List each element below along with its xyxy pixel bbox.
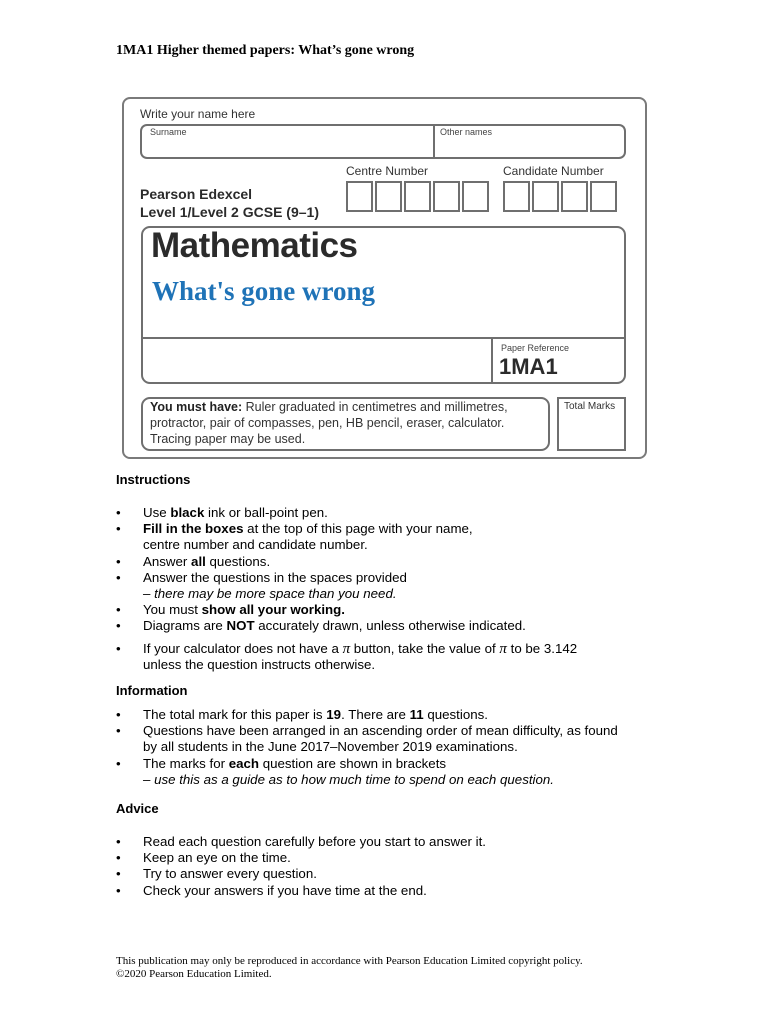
- paper-reference: 1MA1: [499, 354, 558, 379]
- centre-digit-box[interactable]: [375, 181, 402, 212]
- requirements-heading: You must have:: [150, 400, 243, 414]
- paper-subtitle: What's gone wrong: [152, 276, 376, 306]
- name-field-box[interactable]: [140, 124, 626, 159]
- list-item: • Answer all questions.: [116, 554, 676, 570]
- requirements-list: Ruler graduated in centimetres and millimetres, protractor, pair of compasses, pen, HB pencil, eraser, calculator. Tracing paper may be used.: [150, 400, 508, 446]
- list-item: • The marks for each question are shown in brackets – use this as a guide as to how much time to spend on each question.: [116, 756, 676, 788]
- list-item: • Keep an eye on the time.: [116, 850, 676, 866]
- centre-number-label: Centre Number: [346, 164, 429, 178]
- copyright-footer: [116, 955, 583, 981]
- list-item: • If your calculator does not have a π button, take the value of π to be 3.142 unless the question instructs otherwise.: [116, 641, 676, 673]
- board-name: Pearson Edexcel: [140, 186, 253, 202]
- copyright-year: ©2020 Pearson Education Limited.: [116, 968, 272, 980]
- list-item: • Read each question carefully before you start to answer it.: [116, 834, 676, 850]
- candidate-number-label: Candidate Number: [503, 164, 604, 178]
- name-divider: [433, 125, 435, 159]
- board-level: Level 1/Level 2 GCSE (9–1): [140, 204, 319, 220]
- subject-divider: [142, 337, 625, 339]
- information-heading: Information: [116, 683, 188, 698]
- paper-ref-divider: [491, 338, 493, 382]
- centre-digit-box[interactable]: [462, 181, 489, 212]
- information-list: [116, 707, 676, 788]
- copyright-line: This publication may only be reproduced in accordance with Pearson Education Limited copyright policy.: [116, 955, 583, 967]
- candidate-digit-box[interactable]: [561, 181, 588, 212]
- candidate-number-boxes[interactable]: [503, 181, 619, 212]
- centre-digit-box[interactable]: [346, 181, 373, 212]
- candidate-digit-box[interactable]: [590, 181, 617, 212]
- list-item: • The total mark for this paper is 19. There are 11 questions.: [116, 707, 676, 723]
- candidate-digit-box[interactable]: [532, 181, 559, 212]
- requirements-text: [150, 399, 545, 447]
- advice-list: [116, 834, 676, 899]
- instructions-list: [116, 505, 676, 673]
- surname-label: Surname: [150, 127, 187, 137]
- total-marks-label: Total Marks: [564, 401, 616, 412]
- instructions-heading: Instructions: [116, 472, 191, 487]
- paper-reference-label: Paper Reference: [501, 343, 570, 353]
- centre-digit-box[interactable]: [404, 181, 431, 212]
- centre-number-boxes[interactable]: [346, 181, 491, 212]
- candidate-digit-box[interactable]: [503, 181, 530, 212]
- list-item: • Check your answers if you have time at the end.: [116, 883, 676, 899]
- list-item: • Use black ink or ball-point pen.: [116, 505, 676, 521]
- advice-heading: Advice: [116, 801, 159, 816]
- list-item: • Diagrams are NOT accurately drawn, unless otherwise indicated.: [116, 618, 676, 634]
- list-item: • Try to answer every question.: [116, 866, 676, 882]
- exam-board: [140, 185, 319, 221]
- list-item: • Answer the questions in the spaces provided – there may be more space than you need.: [116, 570, 676, 602]
- document-header: 1MA1 Higher themed papers: What’s gone wrong: [116, 43, 415, 58]
- other-names-label: Other names: [440, 127, 493, 137]
- write-name-label: Write your name here: [140, 107, 256, 121]
- list-item: • Fill in the boxes at the top of this page with your name, centre number and candidate number.: [116, 521, 676, 553]
- list-item: • You must show all your working.: [116, 602, 676, 618]
- subject-title: Mathematics: [151, 226, 358, 265]
- centre-digit-box[interactable]: [433, 181, 460, 212]
- list-item: • Questions have been arranged in an ascending order of mean difficulty, as found by all students in the June 2017–November 2019 examinations.: [116, 723, 676, 755]
